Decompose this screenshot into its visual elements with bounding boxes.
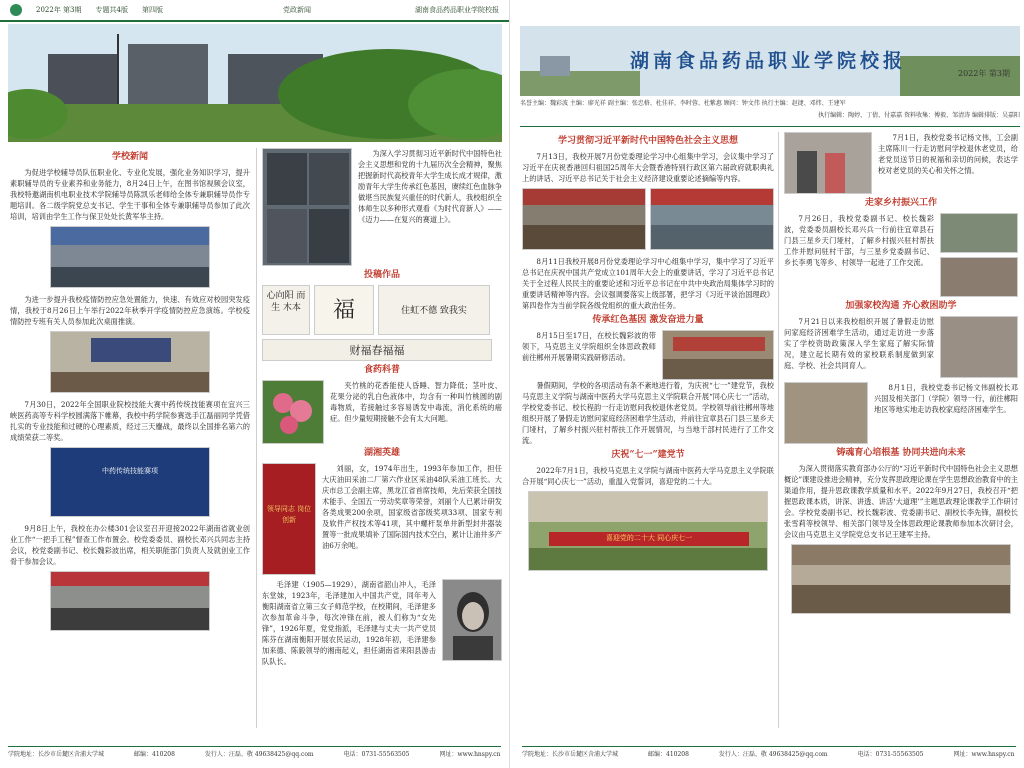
- page-label: 第四版: [141, 6, 163, 14]
- left-header: [0, 0, 509, 22]
- hero-paragraph: 毛泽建（1905—1929），湖南省韶山冲人，毛泽东堂妹，1923年，毛泽建加入中国共产党，同年考入衡阳湖南省立第三女子师范学校，在校期间，毛泽建多次参加革命斗争，每次冲锋在前，被人们称为“女先锋”，1926年夏，党党指派，毛泽建与丈夫一共产党员陈芬在湖南衡阳开展农民运动，1928年初，毛泽建参加来德、陈毅领导的湘南起义，担任湖南省来阳县游击队队长。: [262, 580, 436, 666]
- staff-line-2: 执行编辑：陶婷、丁倩、付嘉嘉 资料收集：傅毅、邹清涛 编辑排版：吴嘉阳: [818, 112, 1020, 119]
- footer-contact: 发行人：汪磊、敬 49638425@qq.com: [718, 751, 828, 758]
- section-title-study: 学习贯彻习近平新时代中国特色社会主义思想: [557, 136, 738, 146]
- rural-photo-1: [940, 213, 1018, 253]
- paper-name: 湖南食品药品职业学院校报: [415, 6, 499, 14]
- study-meeting-photo-2: [650, 188, 774, 250]
- footer-address: 学院地址：长沙市岳麓区含浦大学城: [522, 751, 619, 758]
- viewing-paragraph: 为深入学习贯彻习近平新时代中国特色社会主义思想和党的十九届历次全会精神，聚焦把握新时代高校青年大学生成长成才规律，激励青年大学生传承红色基因，赓续红色血脉争做堪当民族复兴重任的时代新人，我校组织全体师生以多种形式观看《为时代育新人》——《迈力——在复兴的赛道上》。: [358, 149, 502, 224]
- section-title-rural: 走家乡村振兴工作: [864, 198, 937, 208]
- issue-label: 2022年 第3期: [36, 6, 82, 14]
- seminar-photo: [791, 544, 1011, 614]
- study-paragraph: 7月13日，我校开展7月份党委理论学习中心组集中学习，会议集中学习了习近平在庆祝香港回归祖国25周年大会暨香港特别行政区第六届政府就职典礼上的讲话、习近平总书记关于社会主义经济建设重要论述摘编等内容。: [522, 152, 774, 183]
- staff-line-1: 名誉主编：魏彩波 主编：廖光祥 副主编：张忠格、杜佳祥、李时蓉、杜紫惠 顾问：钟文伟 执行主编：赵捷、邓炜、王建军: [520, 100, 846, 107]
- summer-paragraph: 暑假期间，学校的各项活动有条不紊地进行着，为庆祝“七一”建党节，我校马克思主义学院与湖南中医药大学马克思主义学院联合开展“同心庆七一”活动，学校党委书记、校长程韵一行走访慰问我校退休老党员。学校领导前往郴州等地组织开展了暑假走访慰问家庭经济困难学生活动，并前往宜章县石门县三星乡天门垭村，了解乡村振兴驻村帮扶工作开展情况，与当地干部村民进行了工作交流。: [522, 381, 774, 445]
- hero-poster: [262, 463, 316, 575]
- news-paragraph: 为进一步提升我校疫情防控应急处置能力，快速、有效应对校园突发疫情，我校于8月26日上午举行2022年秋季开学疫情防控应急演练。学校疫情防控专班有关人员参加此次桌面推演。: [10, 295, 250, 326]
- rural-photo-2: [940, 257, 1018, 297]
- school-logo-icon: [10, 4, 22, 16]
- group-photo-red-gene: [662, 330, 774, 380]
- calligraphy-work-1: 心向阳 而生 木本: [262, 285, 310, 335]
- calligraphy-work-2: 福: [314, 285, 374, 335]
- student-visit-photo: [784, 382, 868, 444]
- campus-banner-photo: [8, 24, 502, 142]
- drill-photo: [50, 331, 210, 393]
- oleander-photo: [262, 380, 324, 444]
- total-label: 专题共4版: [95, 6, 128, 14]
- section-title-school-news: 学校新闻: [111, 152, 148, 162]
- staff-list: [520, 98, 1020, 127]
- left-column-2: [262, 148, 502, 671]
- section-title-red-gene: 传承红色基因 激发奋进力量: [592, 315, 704, 325]
- news-paragraph: 9月8日上午，我校在办公楼301会议室召开迎接2022年湖南省就业创业工作“一把手工程”督查工作布置会。校党委委员、副校长邓兴兵同志主持会议，校党委副书记、校长魏彩波出席，相关职能部门负责人及就创业工作骨干参加会议。: [10, 524, 250, 566]
- masthead-date: 2022年 第3期: [958, 69, 1010, 78]
- footer-address: 学院地址：长沙市岳麓区含浦大学城: [8, 751, 105, 758]
- rural-paragraph: 7月26日，我校党委副书记、校长魏彩波，党委委员副校长邓兴兵一行前往宜章县石门县三星乡天门垭村，了解乡村振兴驻村帮扶工作并慰问驻村干部，与三星乡党委副书记、乡长李勇飞等乡、村领导一起进了工作交流。: [784, 214, 934, 267]
- july-first-banner-text: 喜迎党的二十大 同心庆七一: [605, 534, 693, 542]
- home-school-paragraph: 7月21日以来我校组织开展了暑假走访慰问家庭经济困难学生活动，通过走访进一步落实了学校资助政策深入学生家庭了解实际情况，建立起长期有效的家校联系制度做到家庭、学校、社会共同育人。: [784, 317, 934, 370]
- left-column-1: [10, 148, 250, 631]
- july-first-group-photo: [528, 491, 768, 571]
- red-gene-paragraph: 8月15日至17日，在校长魏彩波的带领下，马克思主义学院组织全体思政教师前往郴州开展暑期实践研修活动。: [522, 331, 656, 362]
- column-divider: [778, 132, 779, 728]
- portrait-photo: [442, 579, 502, 661]
- training-photo: [50, 226, 210, 288]
- award-photo: [50, 447, 210, 517]
- section-title-home-school: 加强家校沟通 齐心救困助学: [845, 301, 957, 311]
- visit-paragraph: 7月1日，我校党委书记杨文伟，工会副主席陈川一行走访慰问学校退休老党员，给老党员送节日的祝福和亲切的问候，表达学校对老党员的关心和关怀之情。: [878, 133, 1018, 175]
- section-title-july-first: 庆祝“七一”建党节: [611, 450, 685, 460]
- calligraphy-work-4: 财福春福福: [262, 339, 492, 361]
- masthead-title: 湖南食品药品职业学院校报: [630, 50, 907, 72]
- footer-contact: 发行人：汪磊、敬 49638425@qq.com: [204, 751, 314, 758]
- news-paragraph: 为促进学校辅导员队伍职业化、专业化发展，强化业务知识学习，提升素职辅导员的专业素养和业务能力，8月24日上午，在图书馆视频会议室，我校特邀湖南机电职业技术学院辅导员陈凯乐老师给全体专兼职辅导员作专题培训。各二级学院党总支书记、学生干事和全体专兼职辅导员参加了此次培训，培训由学生工作与保卫处处长黄军华主持。: [10, 168, 250, 221]
- visit-photo: [784, 132, 872, 194]
- home-visit-photo: [940, 316, 1018, 378]
- section-title-food-drug: 食药科普: [363, 365, 400, 375]
- study-meeting-photo-1: [522, 188, 646, 250]
- student-visit-paragraph: 8月1日，我校党委书记杨文伟副校长邓兴国及相关部门（学院）领导一行，前往郴阳地区等地实地走访我校家庭经济困难学生。: [874, 383, 1018, 414]
- july-first-paragraph: 2022年7月1日，我校马克思主义学院与湖南中医药大学马克思主义学院联合开展“同心庆七一”活动，重温入党誓词，喜迎党的二十大。: [522, 466, 774, 486]
- calligraphy-work-3: 住虹不德 致我实: [378, 285, 490, 335]
- footer-phone: 电话：0731-55563505: [343, 751, 410, 758]
- footer-postcode: 邮编：410208: [134, 751, 175, 758]
- footer-phone: 电话：0731-55563505: [857, 751, 924, 758]
- phone-viewing-photo: [262, 148, 352, 266]
- right-page: [514, 0, 1024, 768]
- hero-poster-text: 领导同志 岗位创新: [266, 505, 312, 524]
- oleander-paragraph: 夹竹桃的花香能使人昏睡、智力降低；茎叶皮、花果分泌的乳白色液体中，均含有一种叫竹桃圆的剧毒物质，若接触过多容易诱发中毒流，消化系统的癌症。但少量短期接触不会有太大问题。: [330, 381, 502, 423]
- right-footer: [522, 746, 1016, 760]
- column-divider: [256, 148, 257, 728]
- right-column-1: [522, 132, 774, 571]
- news-paragraph: 7月30日，2022年全国职业院校技能大赛中药传统技能赛项在宜兴三峡医药高等专科学校圆满落下帷幕，我校中药学院参赛选手江磊丽同学凭借扎实的专业技能和过硬的心理素质，经过三天鏖战，最终以全国排名第六的成绩荣获二等奖。: [10, 400, 250, 442]
- left-footer: [8, 746, 501, 760]
- section-title-ideology: 铸魂育心培根基 协同共进向未来: [836, 448, 966, 458]
- masthead: [520, 26, 1020, 96]
- ideology-paragraph: 为深入贯彻落实教育部办公厅的“习近平新时代中国特色社会主义思想概论”课建设推进会精神，充分发挥思政理论课在学生思想政治教育中的主渠道作用，提升思政课教学质量和水平。2022年9月27日，我校召开“把握思政课本质，讲深、讲透、讲活‘大道理’”主题思政理论课教学工作研讨会。学校党委副书记、校长魏彩波、党委副书记、副校长李先锋，副校长张雪莉等校领导、相关部门领导及全体思政理论课教师参加本次研讨会，会议由马克思主义学院党总支书记王建军主持。: [784, 464, 1018, 539]
- left-page: [0, 0, 510, 768]
- footer-postcode: 邮编：410208: [648, 751, 689, 758]
- study-paragraph: 8月11日我校开展8月份党委理论学习中心组集中学习，集中学习了习近平总书记在庆祝中国共产党成立101周年大会上的重要讲话，学习了习近平总书记关于全过程人民民主的重要论述和习近平总书记在中共中央政治局集体学习时的重要讲话精神等内容。会议强调要落实上级部署，把学习《习近平谈治国理政》第四卷作为当前学院各级党组织的重大政治任务。: [522, 257, 774, 310]
- meeting-photo: [50, 571, 210, 631]
- footer-web: 网址：www.hnspy.cn: [953, 751, 1015, 758]
- hero-paragraph: 刘丽，女，1974年出生，1993年参加工作，担任大庆油田采油二厂第六作业区采油48队采油工班长。大庆市总工会副主席，黑龙江省首席技师，先后荣获全国技术能手、全国五一劳动奖章等荣誉，刘丽个人已累计研发各类成果200余项，国家级省部级奖项33项、国家专利及软件产权技术等41项，其中螺杆泵单井新型封井器装置等一批成果填补了国际国内技术空白，累计让油井多产油6万余吨。: [322, 464, 502, 550]
- right-column-2: [784, 132, 1018, 614]
- footer-web: 网址：www.hnspy.cn: [439, 751, 501, 758]
- section-title-heroes: 湖湘英雄: [363, 448, 400, 458]
- award-banner-text: 中药传统技能赛项: [102, 467, 158, 475]
- section-label: 党政新闻: [283, 6, 311, 14]
- section-title-works: 投稿作品: [363, 270, 400, 280]
